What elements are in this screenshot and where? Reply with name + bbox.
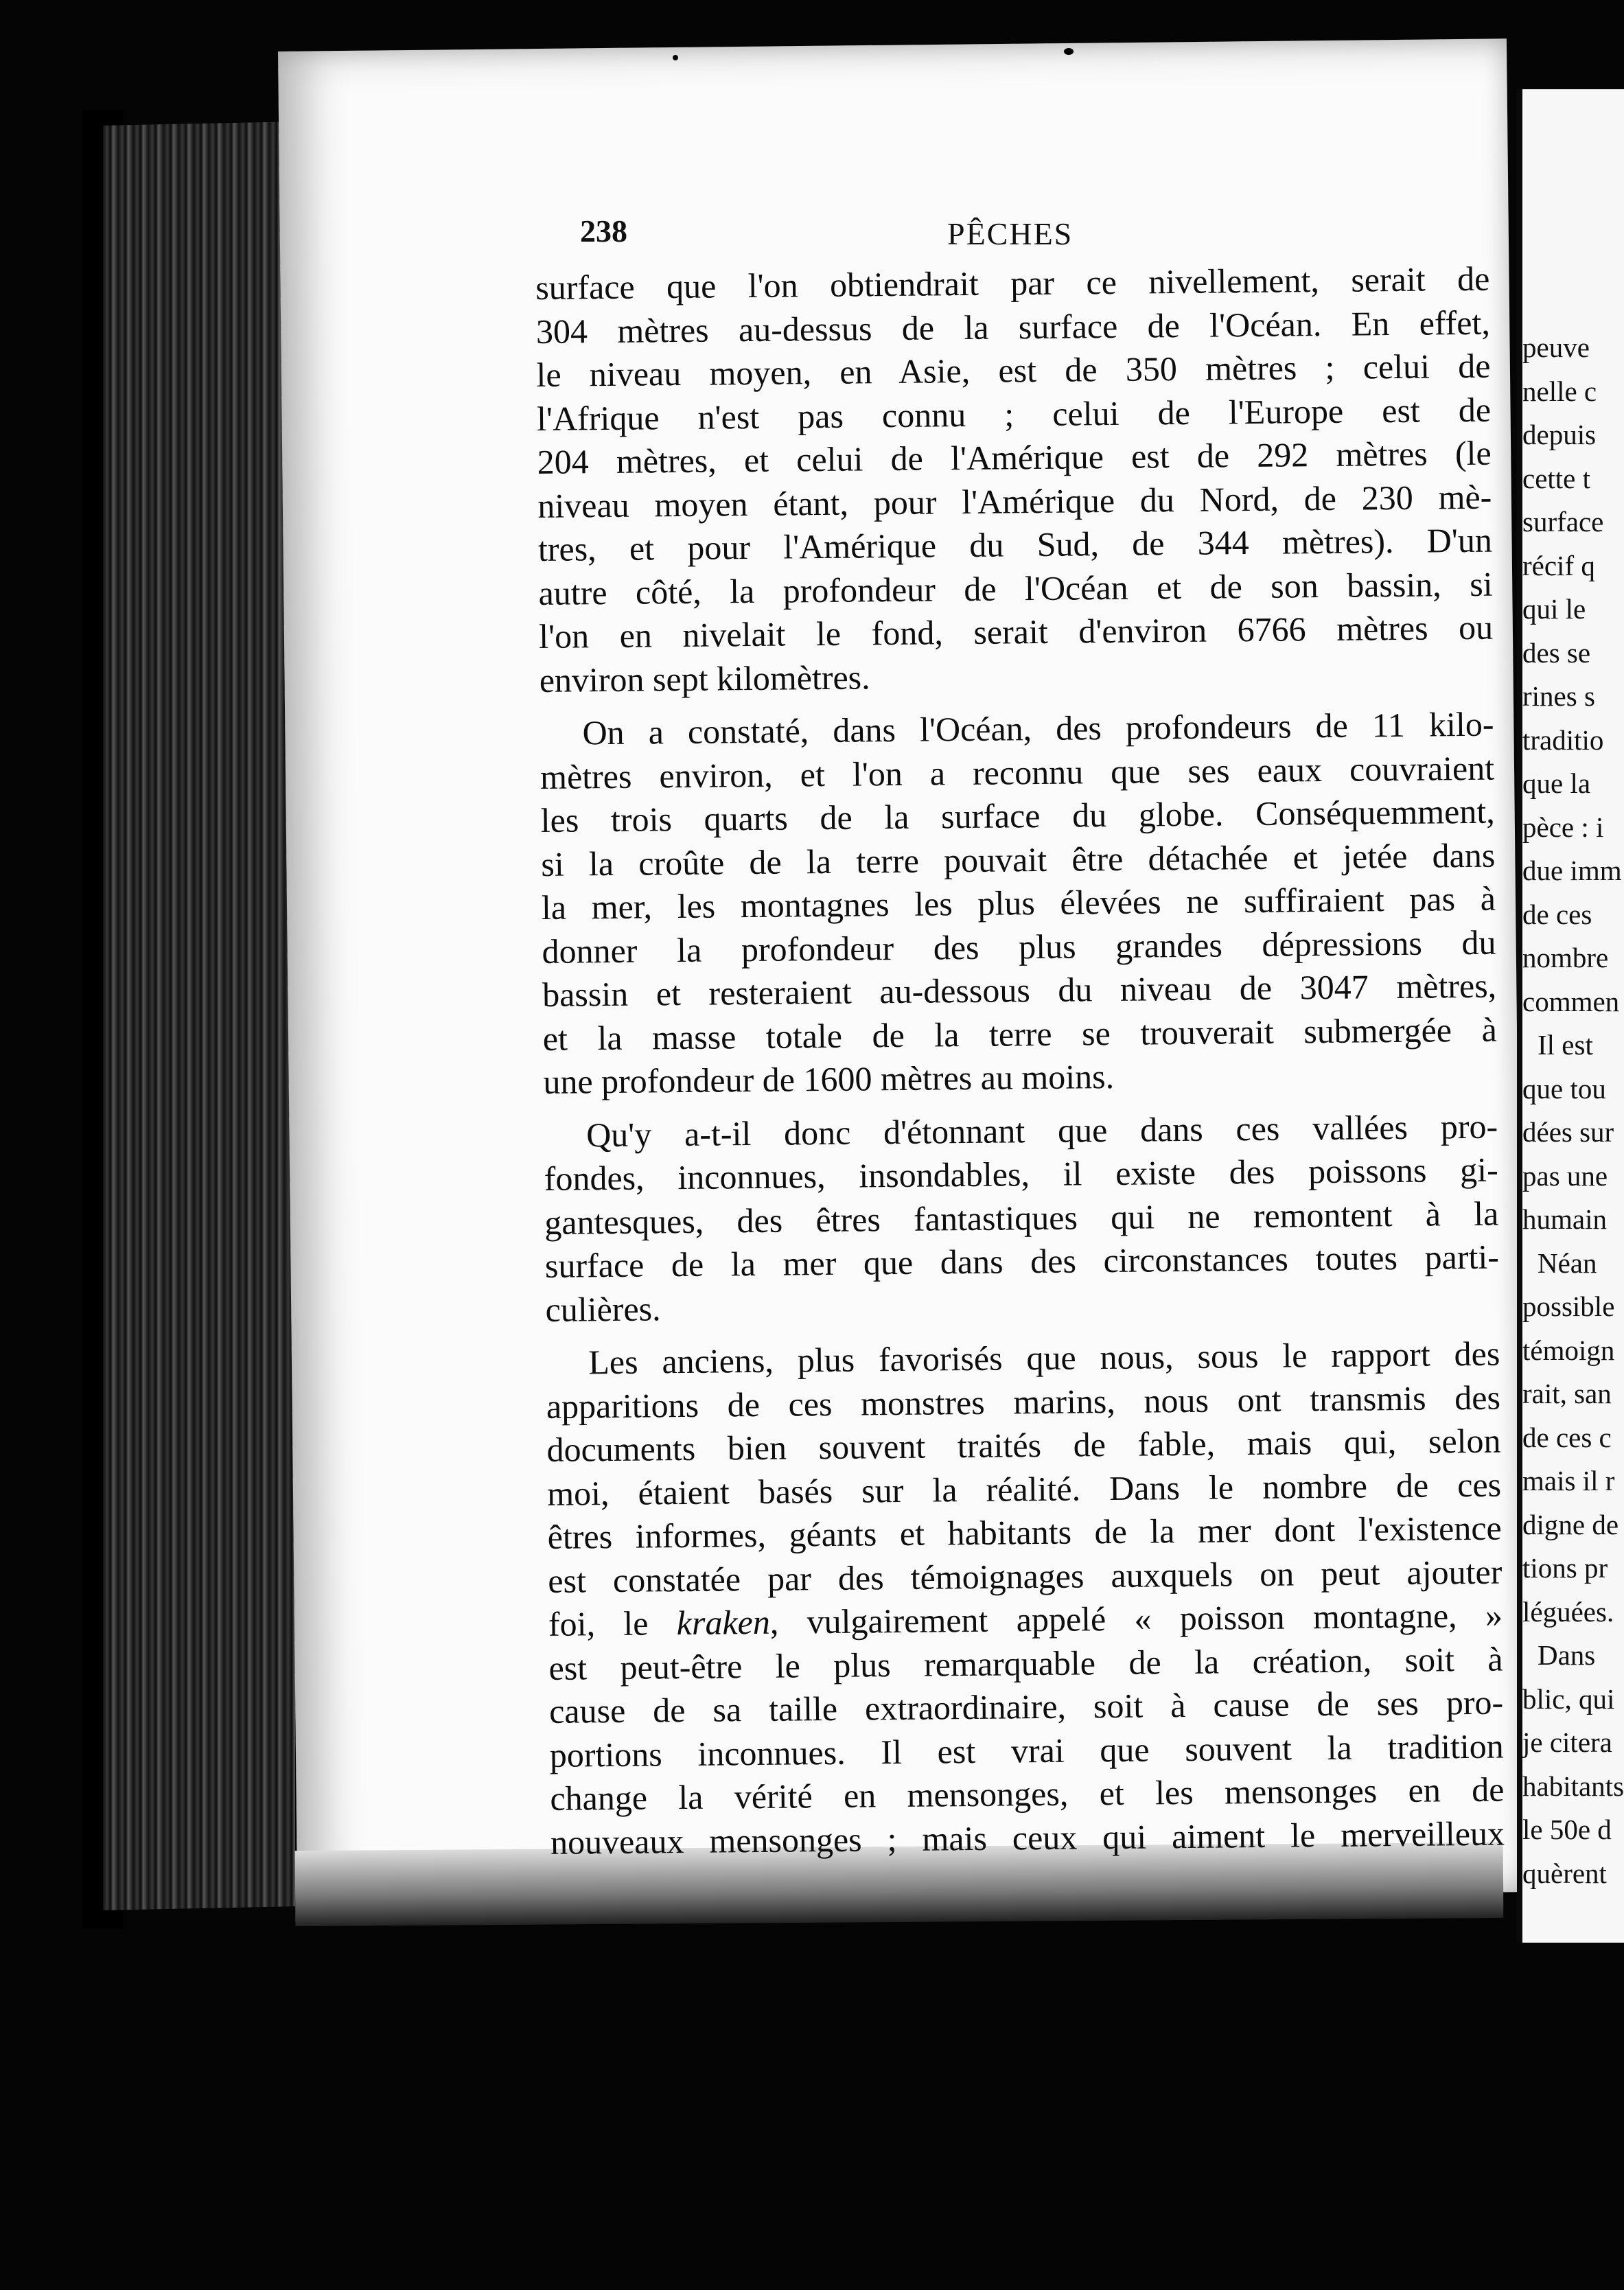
next-line: tions pr [1522, 1552, 1608, 1584]
next-line: Dans [1538, 1639, 1596, 1671]
next-line: possible [1522, 1291, 1615, 1322]
next-line: pas une [1522, 1159, 1608, 1192]
text-line: 304 mètres au-dessus de la surface de l'Océan. En effet, [535, 303, 1491, 351]
kraken-rest: , vulgairement appelé « poisson montagne, » [769, 1595, 1503, 1641]
next-line: surface [1522, 506, 1604, 537]
next-line: de ces [1522, 898, 1592, 930]
next-line: quèrent [1522, 1857, 1607, 1889]
text-line: environ sept kilomètres. [539, 657, 870, 699]
body-text [535, 257, 1505, 1864]
next-line: commen [1522, 985, 1620, 1017]
next-line: digne de [1522, 1508, 1619, 1540]
next-line: rines s [1522, 680, 1595, 712]
next-line: habitants [1522, 1770, 1624, 1802]
scan-speck [673, 55, 678, 60]
page-number: 238 [580, 213, 627, 248]
next-line: que la [1522, 767, 1591, 799]
text-line: tres, et pour l'Amérique du Sud, de 344 mètres). D'un [537, 520, 1493, 568]
next-line: nelle c [1522, 375, 1597, 407]
next-line: nombre [1522, 942, 1609, 973]
text-line: surface que l'on obtiendrait par ce nivellement, serait de [535, 259, 1490, 307]
next-line: dées sur [1522, 1116, 1614, 1148]
next-line: peuve [1522, 332, 1590, 363]
text-line: êtres informes, géants et habitants de la mer dont l'existence [547, 1508, 1502, 1556]
text-line: donner la profondeur des plus grandes dépressions du [542, 923, 1496, 971]
text-line: est peut-être le plus remarquable de la création, soit à [548, 1639, 1503, 1687]
next-line: que tou [1522, 1072, 1606, 1104]
next-line: récif q [1522, 549, 1595, 581]
text-line: apparitions de ces monstres marins, nous ont transmis des [546, 1378, 1501, 1426]
text-line: et la masse totale de la terre se trouverait submergée à [542, 1010, 1497, 1058]
text-line: l'on en nivelait le fond, serait d'environ 6766 mètres ou [538, 608, 1494, 656]
text-line: le niveau moyen, en Asie, est de 350 mètres ; celui de [536, 346, 1491, 394]
next-line: blic, qui [1522, 1682, 1615, 1715]
text-line: gantesques, des êtres fantastiques qui ne remontent à la [544, 1194, 1499, 1242]
next-line: due imm [1522, 855, 1622, 886]
text-line: niveau moyen étant, pour l'Amérique du Nord, de 230 mè- [537, 477, 1492, 525]
text-line: les trois quarts de la surface du globe. Conséquemment, [540, 791, 1495, 840]
next-line: je citera [1522, 1726, 1612, 1758]
next-line: qui le [1522, 593, 1586, 625]
text-line: bassin et resteraient au-dessous du niveau de 3047 mètres, [542, 966, 1497, 1014]
text-line: une profondeur de 1600 mètres au moins. [543, 1056, 1115, 1101]
next-line: des se [1522, 636, 1591, 669]
next-line: le 50e d [1522, 1814, 1612, 1845]
text-line: moi, étaient basés sur la réalité. Dans le nombre de ces [546, 1465, 1502, 1513]
text-line: Les anciens, plus favorisés que nous, sous le rapport des [588, 1334, 1500, 1382]
next-line: témoign [1522, 1334, 1615, 1366]
text-line: portions inconnues. Il est vrai que souvent la tradition [549, 1726, 1505, 1774]
next-line: pèce : i [1522, 811, 1604, 843]
next-line: cette t [1522, 462, 1591, 494]
next-line: traditio [1522, 724, 1604, 756]
text-line: la mer, les montagnes les plus élevées ne suffiraient pas à [541, 879, 1496, 927]
text-line: fondes, inconnues, insondables, il existe des poissons gi- [544, 1150, 1498, 1198]
text-line: mètres environ, et l'on a reconnu que ses eaux couvraient [540, 748, 1495, 796]
text-line: nouveaux mensonges ; mais ceux qui aiment le merveilleux [550, 1814, 1505, 1862]
text-line: Qu'y a-t-il donc d'étonnant que dans ces vallées pro- [585, 1107, 1498, 1154]
next-line: humain [1522, 1203, 1607, 1235]
text-line: cause de sa taille extraordinaire, soit à cause de ses pro- [548, 1682, 1504, 1731]
kraken-term: kraken [676, 1602, 771, 1643]
text-line: culières. [545, 1288, 661, 1329]
chapter-title: PÊCHES [947, 216, 1074, 251]
page-edges [103, 122, 295, 1910]
text-line: autre côté, la profondeur de l'Océan et de son bassin, si [538, 564, 1493, 612]
text-line: est constatée par des témoignages auxquels on peut ajouter [548, 1552, 1503, 1600]
text-line: 204 mètres, et celui de l'Amérique est de 292 mètres (le [537, 433, 1492, 481]
next-line: léguées. [1522, 1595, 1614, 1628]
text-line: documents bien souvent traités de fable, mais qui, selon [546, 1421, 1501, 1469]
next-line: mais il r [1522, 1465, 1615, 1496]
running-head [580, 206, 1486, 261]
next-line: de ces c [1522, 1421, 1612, 1453]
scan-speck [1064, 48, 1074, 55]
next-line: Il est [1538, 1029, 1593, 1061]
text-line: si la croûte de la terre pouvait être détachée et jetée dans [541, 835, 1496, 883]
text-line: On a constaté, dans l'Océan, des profondeurs de 11 kilo- [582, 704, 1494, 752]
text-line: surface de la mer que dans des circonstances toutes parti- [544, 1237, 1500, 1285]
kraken-lead: foi, le [548, 1604, 677, 1643]
next-line: Néan [1538, 1247, 1597, 1279]
next-line: rait, san [1522, 1378, 1612, 1409]
next-line: depuis [1522, 419, 1597, 450]
next-page-text [1522, 326, 1624, 1895]
text-line: change la vérité en mensonges, et les mensonges en de [550, 1770, 1505, 1818]
text-line: l'Afrique n'est pas connu ; celui de l'Europe est de [536, 390, 1492, 438]
